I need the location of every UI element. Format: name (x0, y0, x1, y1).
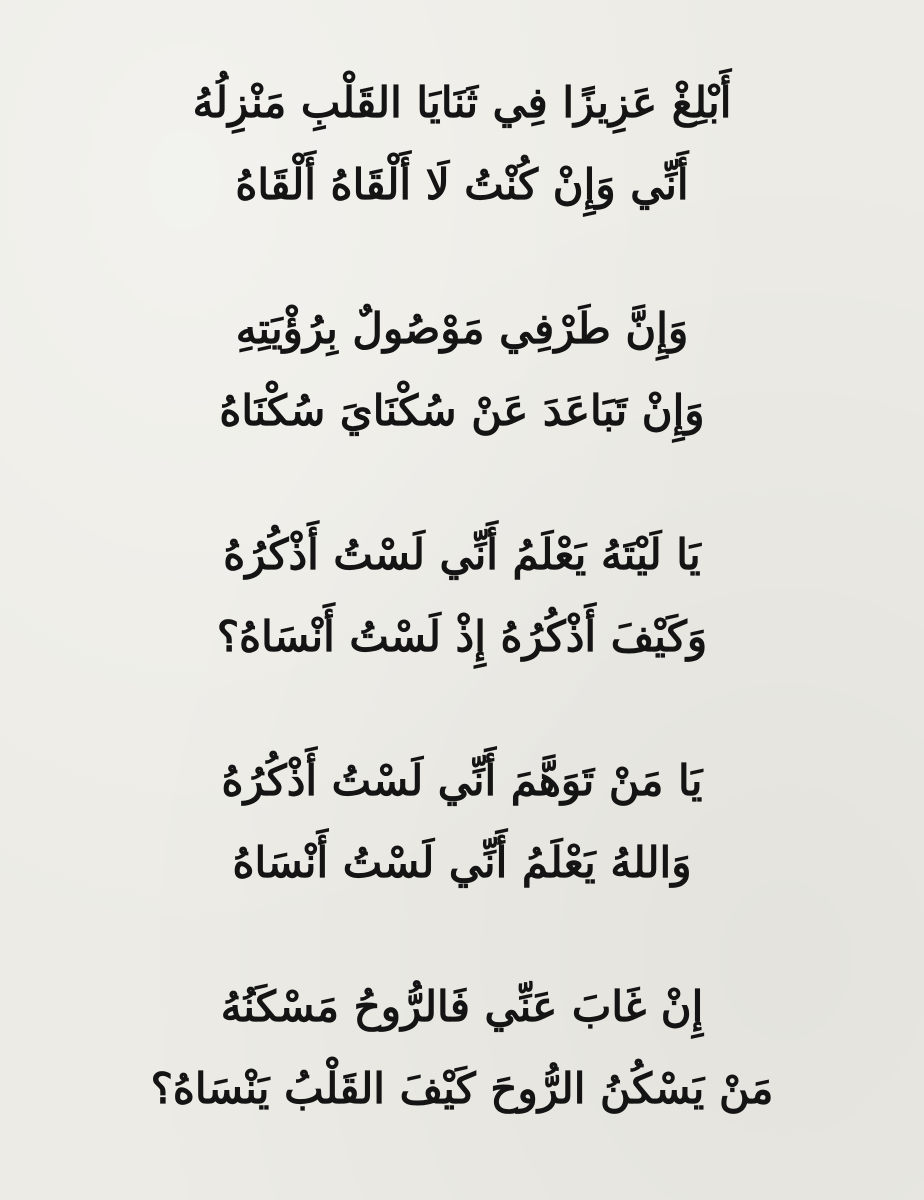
poem-line: يَا لَيْتَهُ يَعْلَمُ أَنِّي لَسْتُ أَذْكُرُهُ (223, 530, 701, 579)
poem-line: وَكَيْفَ أَذْكُرُهُ إِذْ لَسْتُ أَنْسَاهُ؟ (216, 612, 708, 661)
stanza-5 (151, 966, 774, 1130)
poem-line: وَإِنَّ طَرْفِي مَوْصُولٌ بِرُؤْيَتِهِ (235, 304, 689, 353)
stanza-4 (222, 740, 703, 904)
poem-line: وَإِنْ تَبَاعَدَ عَنْ سُكْنَايَ سُكْنَاهُ (219, 386, 705, 435)
stanza-2 (219, 288, 704, 452)
poem-line: يَا مَنْ تَوَهَّمَ أَنِّي لَسْتُ أَذْكُرُهُ (221, 756, 703, 805)
stanza-3 (217, 514, 707, 678)
poem-line: وَاللهُ يَعْلَمُ أَنِّي لَسْتُ أَنْسَاهُ (232, 838, 692, 887)
poem-line: أَنِّي وَإِنْ كُنْتُ لَا أَلْقَاهُ أَلْقَاهُ (235, 160, 689, 209)
poem-line: إِنْ غَابَ عَنِّي فَالرُّوحُ مَسْكَنُهُ (220, 982, 704, 1031)
poem-line: أَبْلِغْ عَزِيزًا فِي ثَنَايَا القَلْبِ مَنْزِلُهُ (192, 78, 732, 127)
poem (40, 62, 884, 1138)
poem-line: مَنْ يَسْكُنُ الرُّوحَ كَيْفَ القَلْبُ يَنْسَاهُ؟ (150, 1064, 774, 1113)
stanza-1 (193, 62, 732, 226)
